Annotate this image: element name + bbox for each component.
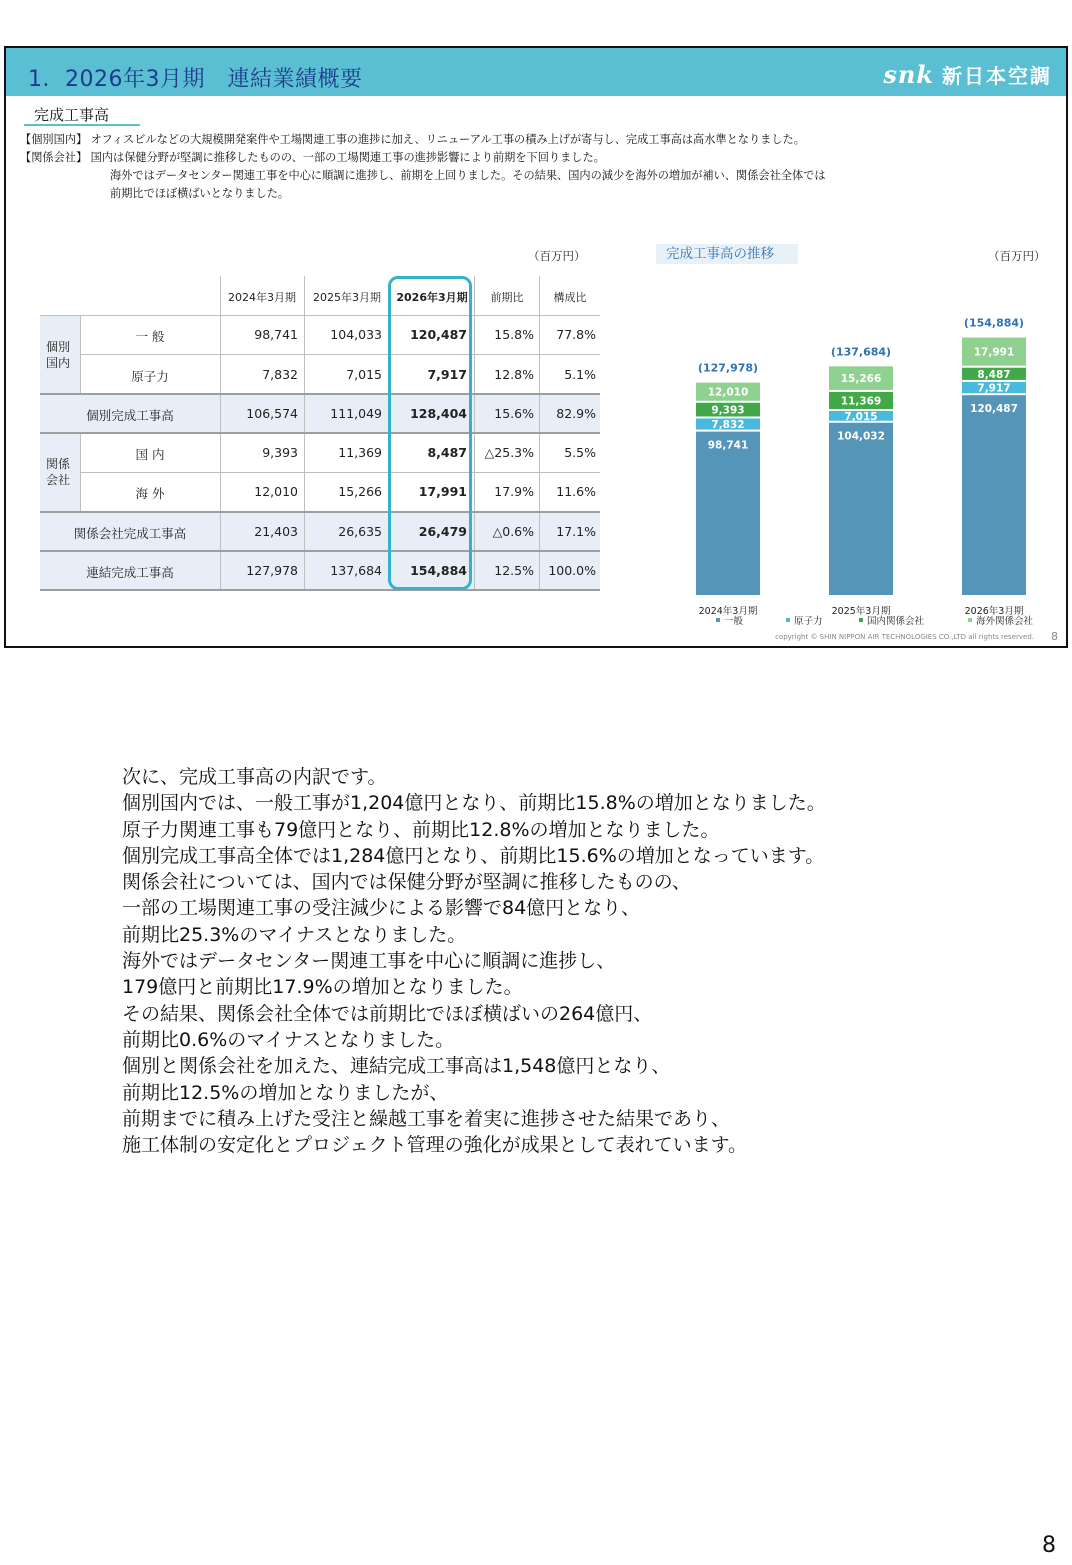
table-cell: 127,978 <box>246 563 298 578</box>
data-label: 7,917 <box>977 382 1011 395</box>
data-label: 98,741 <box>707 439 749 452</box>
row-label: 一 般 <box>135 329 165 344</box>
row-label: 個別完成工事高 <box>86 408 174 423</box>
data-label: 12,010 <box>707 386 749 399</box>
legend-swatch <box>786 618 790 622</box>
title-bar <box>6 48 1066 96</box>
section-subhead: 完成工事高 <box>34 106 110 124</box>
data-label: 8,487 <box>977 368 1011 381</box>
table-cell: 17,991 <box>418 484 467 499</box>
bar-segment <box>696 432 760 595</box>
data-label: 9,393 <box>711 404 745 417</box>
slide-page-number: 8 <box>1051 630 1058 643</box>
data-label: 7,832 <box>711 419 745 432</box>
table-cell: 15.8% <box>494 327 534 342</box>
legend-label: 一般 <box>724 616 744 627</box>
script-line: 次に、完成工事高の内訳です。 <box>122 766 387 788</box>
row-divider <box>80 472 600 473</box>
desc-line: 【関係会社】 国内は保健分野が堅調に推移したものの、一部の工場関連工事の進捗影響により前期を下回りました。 <box>20 151 605 164</box>
table-cell: 15,266 <box>338 484 382 499</box>
table-cell: 77.8% <box>556 327 596 342</box>
script-line: 海外ではデータセンター関連工事を中心に順調に進捗し、 <box>122 950 616 973</box>
row-divider <box>40 550 600 552</box>
legend-label: 海外関係会社 <box>976 616 1034 627</box>
table-cell: 7,015 <box>346 367 382 382</box>
data-label: 104,032 <box>837 430 885 443</box>
desc-line: 前期比でほぼ横ばいとなりました。 <box>110 187 290 200</box>
script-line: 施工体制の安定化とプロジェクト管理の強化が成果として表れています。 <box>122 1134 748 1157</box>
table-cell: 21,403 <box>254 524 298 539</box>
x-tick-label: 2026年3月期 <box>964 606 1024 617</box>
script-line: 前期比25.3%のマイナスとなりました。 <box>122 923 467 946</box>
row-label: 国 内 <box>135 447 165 462</box>
table-cell: 120,487 <box>410 327 467 342</box>
col-header: 2026年3月期 <box>396 291 468 304</box>
results-table <box>40 276 600 586</box>
logo-mark: snk <box>883 59 934 89</box>
x-tick-label: 2024年3月期 <box>698 606 758 617</box>
table-cell: 98,741 <box>254 327 298 342</box>
legend-label: 原子力 <box>794 616 823 627</box>
x-tick-label: 2025年3月期 <box>831 606 891 617</box>
col-header: 前期比 <box>490 291 524 304</box>
table-cell: 104,033 <box>330 327 382 342</box>
group-label-affiliate: 関係 会社 <box>46 457 71 487</box>
data-label: 7,015 <box>844 410 878 423</box>
table-cell: △0.6% <box>492 524 534 539</box>
table-cell: 111,049 <box>330 406 382 421</box>
table-cell: 154,884 <box>410 563 467 578</box>
table-cell: 17.1% <box>556 524 596 539</box>
row-divider <box>40 589 600 591</box>
row-label: 連結完成工事高 <box>86 565 174 580</box>
table-cell: 128,404 <box>410 406 467 421</box>
legend-swatch <box>968 618 972 622</box>
total-label: (137,684) <box>830 345 892 359</box>
script-line: 前期比0.6%のマイナスとなりました。 <box>122 1028 455 1051</box>
table-cell: 12,010 <box>254 484 298 499</box>
row-label: 関係会社完成工事高 <box>73 526 187 541</box>
table-cell: 15.6% <box>494 406 534 421</box>
col-header: 構成比 <box>553 291 587 304</box>
table-cell: 7,832 <box>262 367 298 382</box>
data-label: 11,369 <box>840 395 882 408</box>
row-divider <box>40 393 600 395</box>
table-cell: 5.5% <box>564 445 596 460</box>
slide-title: 1．2026年3月期 連結業績概要 <box>28 67 363 92</box>
copyright: copyright © SHIN NIPPON AIR TECHNOLOGIES CO.,LTD all rights reserved. <box>775 633 1034 641</box>
speaker-notes <box>122 764 1002 1158</box>
script-line: その結果、関係会社全体では前期比でほぼ横ばいの264億円、 <box>122 1002 653 1025</box>
company-logo <box>883 58 1052 90</box>
stacked-bar-chart <box>646 270 1066 630</box>
table-cell: 5.1% <box>564 367 596 382</box>
table-cell: 26,635 <box>338 524 382 539</box>
col-header: 2025年3月期 <box>313 291 381 304</box>
table-cell: 9,393 <box>262 445 298 460</box>
chart-unit: （百万円） <box>988 249 1046 263</box>
script-line: 一部の工場関連工事の受注減少による影響で84億円となり、 <box>122 897 641 920</box>
logo-name: 新日本空調 <box>942 63 1052 88</box>
table-cell: 11,369 <box>338 445 382 460</box>
table-cell: 17.9% <box>494 484 534 499</box>
row-divider <box>80 354 600 355</box>
chart-title: 完成工事高の推移 <box>656 244 798 264</box>
legend-label: 国内関係会社 <box>867 616 925 627</box>
bar-segment <box>962 395 1026 595</box>
script-line: 179億円と前期比17.9%の増加となりました。 <box>122 976 523 999</box>
table-cell: 7,917 <box>427 367 467 382</box>
data-label: 15,266 <box>840 373 882 386</box>
page-number: 8 <box>1042 1533 1056 1558</box>
table-cell: 11.6% <box>556 484 596 499</box>
desc-line: 海外ではデータセンター関連工事を中心に順調に進捗し、前期を上回りました。その結果、国内の減少を海外の増加が補い、関係会社全体では <box>110 169 826 182</box>
script-line: 前期比12.5%の増加となりましたが、 <box>122 1081 449 1104</box>
row-label: 海 外 <box>135 486 165 501</box>
desc-line: 【個別国内】 オフィスビルなどの大規模開発案件や工場関連工事の進捗に加え、リニューアル工事の積み上げが寄与し、完成工事高は高水準となりました。 <box>20 133 805 146</box>
row-label: 原子力 <box>131 369 169 384</box>
script-line: 個別と関係会社を加えた、連結完成工事高は1,548億円となり、 <box>122 1055 671 1078</box>
highlight-2026-column <box>388 276 472 590</box>
total-label: (154,884) <box>963 316 1025 330</box>
row-divider <box>40 432 600 434</box>
table-cell: 82.9% <box>556 406 596 421</box>
script-line: 前期までに積み上げた受注と繰越工事を着実に進捗させた結果であり、 <box>122 1107 731 1130</box>
table-cell: 8,487 <box>427 445 467 460</box>
table-cell: 12.5% <box>494 563 534 578</box>
script-line: 個別国内では、一般工事が1,204億円となり、前期比15.8%の増加となりました。 <box>122 792 826 815</box>
row-divider <box>40 315 600 316</box>
table-cell: 106,574 <box>246 406 298 421</box>
table-cell: 137,684 <box>330 563 382 578</box>
legend-swatch <box>716 618 720 622</box>
group-label-domestic: 個別 国内 <box>46 340 71 370</box>
table-cell: 26,479 <box>418 524 467 539</box>
col-header: 2024年3月期 <box>228 291 296 304</box>
row-divider <box>40 511 600 513</box>
subhead-underline <box>24 124 140 126</box>
table-cell: △25.3% <box>484 445 534 460</box>
script-line: 関係会社については、国内では保健分野が堅調に推移したものの、 <box>122 871 691 894</box>
data-label: 17,991 <box>973 346 1015 359</box>
total-label: (127,978) <box>697 361 759 375</box>
bar-segment <box>829 423 893 595</box>
script-line: 原子力関連工事も79億円となり、前期比12.8%の増加となりました。 <box>122 818 720 841</box>
table-cell: 12.8% <box>494 367 534 382</box>
legend-swatch <box>859 618 863 622</box>
data-label: 120,487 <box>970 403 1018 416</box>
script-line: 個別完成工事高全体では1,284億円となり、前期比15.6%の増加となっています。 <box>122 844 825 867</box>
table-cell: 100.0% <box>548 563 596 578</box>
slide <box>4 46 1068 648</box>
table-unit: （百万円） <box>528 249 586 263</box>
